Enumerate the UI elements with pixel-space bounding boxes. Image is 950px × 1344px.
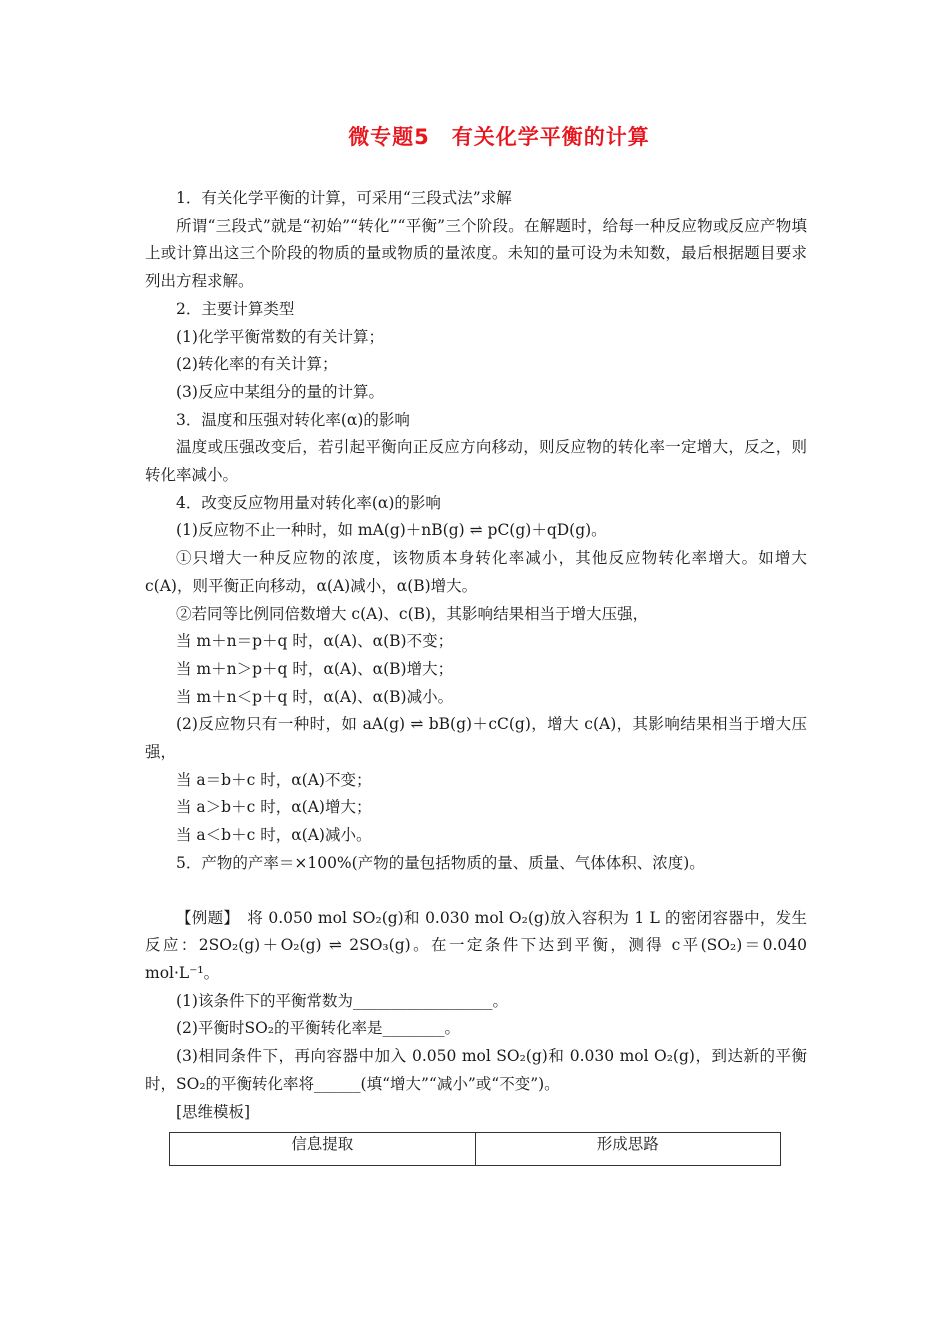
example-intro: 【例题】 将 0.050 mol SO₂(g)和 0.030 mol O₂(g)放入容积为 1 L 的密闭容器中，发生反应：2SO₂(g)＋O₂(g) ⇌ 2SO₃(g)。在一定条件下达到平衡，测得 c平(SO₂)＝0.040 mol·L⁻¹。 (145, 908, 807, 982)
condition-line: 当 m＋n＜p＋q 时，α(A)、α(B)减小。 (176, 687, 454, 706)
table-row (170, 1133, 781, 1166)
document-body (145, 185, 807, 1126)
section-4-rule-2: ②若同等比例同倍数增大 c(A)、c(B)，其影响结果相当于增大压强， (176, 604, 649, 623)
table-header-info: 信息提取 (170, 1133, 476, 1166)
list-item: (1)化学平衡常数的有关计算； (176, 327, 384, 346)
list-item: (3)反应中某组分的量的计算。 (176, 382, 384, 401)
thinking-template-table (169, 1132, 781, 1166)
condition-line: 当 m＋n＝p＋q 时，α(A)、α(B)不变； (176, 632, 454, 651)
section-2-heading: 2．主要计算类型 (176, 299, 295, 318)
example-question-2: (2)平衡时SO₂的平衡转化率是________。 (176, 1019, 460, 1038)
section-4-case-2: (2)反应物只有一种时，如 aA(g) ⇌ bB(g)＋cC(g)，增大 c(A)，其影响结果相当于增大压强， (145, 715, 807, 762)
example-question-3: (3)相同条件下，再向容器中加入 0.050 mol SO₂(g)和 0.030 mol O₂(g)，到达新的平衡时，SO₂的平衡转化率将______(填“增大”“减小”或“不变”)。 (145, 1047, 807, 1093)
section-4-rule-1: ①只增大一种反应物的浓度，该物质本身转化率减小，其他反应物转化率增大。如增大 c(A)，则平衡正向移动，α(A)减小，α(B)增大。 (145, 549, 807, 595)
page-title: 微专题5 有关化学平衡的计算 (348, 125, 650, 149)
section-4-case-1: (1)反应物不止一种时，如 mA(g)＋nB(g) ⇌ pC(g)＋qD(g)。 (176, 521, 607, 540)
section-3-paragraph: 温度或压强改变后，若引起平衡向正反应方向移动，则反应物的转化率一定增大，反之，则转化率减小。 (145, 438, 807, 485)
example-question-1: (1)该条件下的平衡常数为__________________。 (176, 991, 508, 1010)
condition-line: 当 a＝b＋c 时，α(A)不变； (176, 770, 372, 789)
section-3-heading: 3．温度和压强对转化率(α)的影响 (176, 410, 410, 429)
section-1-heading: 1．有关化学平衡的计算，可采用“三段式法”求解 (176, 189, 512, 207)
condition-line: 当 a＜b＋c 时，α(A)减小。 (176, 826, 372, 845)
condition-line: 当 a＞b＋c 时，α(A)增大； (176, 798, 372, 817)
spacer (145, 878, 807, 905)
section-5-formula: 5．产物的产率＝×100%(产物的量包括物质的量、质量、气体体积、浓度)。 (176, 853, 705, 872)
condition-line: 当 m＋n＞p＋q 时，α(A)、α(B)增大； (176, 659, 454, 678)
table-header-approach: 形成思路 (475, 1133, 781, 1166)
section-1-paragraph: 所谓“三段式”就是“初始”“转化”“平衡”三个阶段。在解题时，给每一种反应物或反应产物填上或计算出这三个阶段的物质的量或物质的量浓度。未知的量可设为未知数，最后根据题目要求列出方程求解。 (145, 216, 807, 291)
template-label: [思维模板] (176, 1102, 251, 1121)
list-item: (2)转化率的有关计算； (176, 355, 338, 374)
section-4-heading: 4．改变反应物用量对转化率(α)的影响 (176, 493, 441, 512)
